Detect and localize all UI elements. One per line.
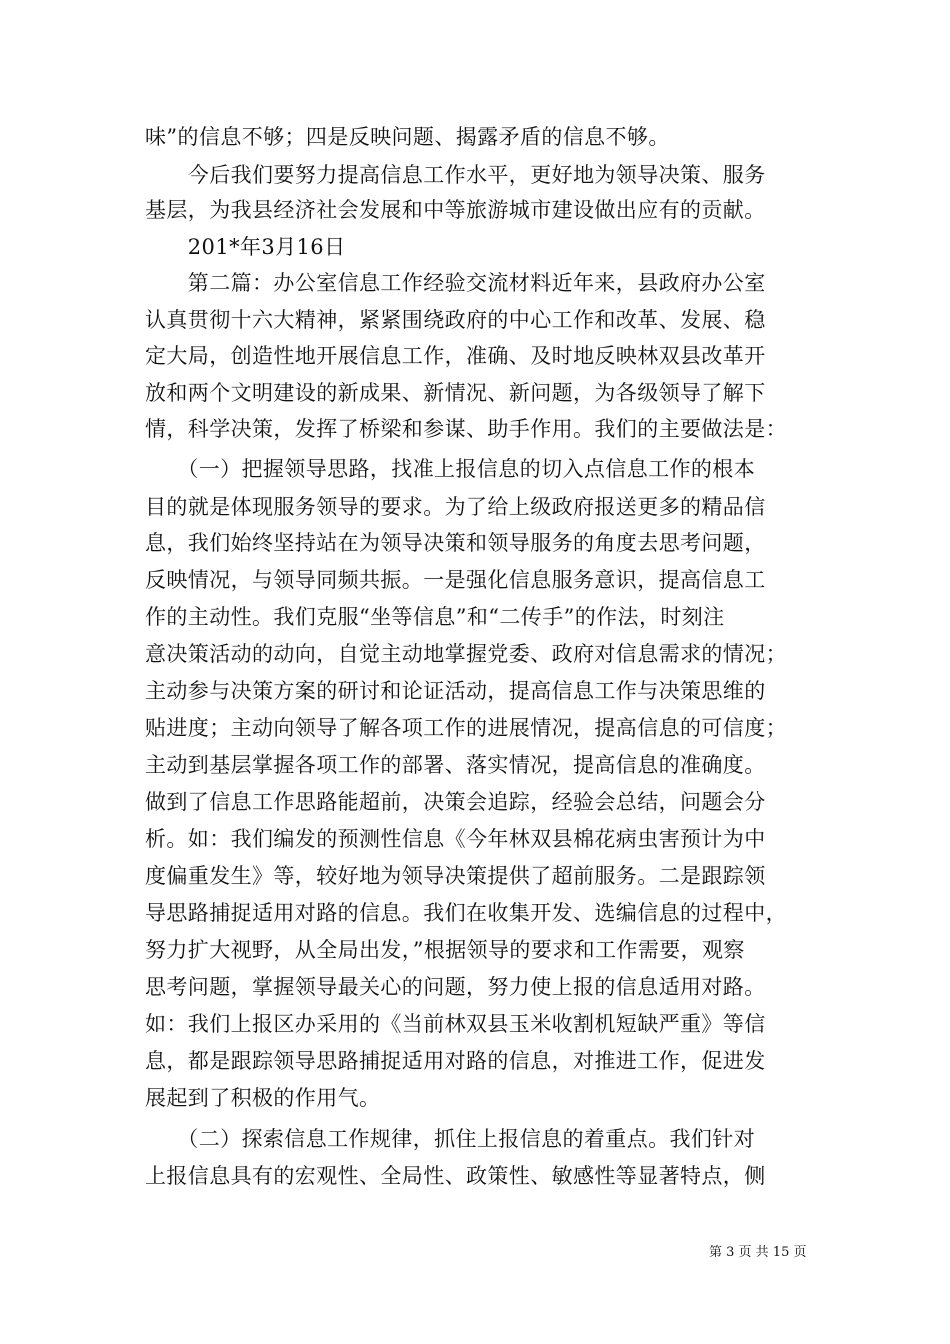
text-line: 做到了信息工作思路能超前，决策会追踪，经验会总结，问题会分 — [145, 790, 766, 814]
text-line: （一）把握领导思路，找准上报信息的切入点信息工作的根本 — [145, 457, 756, 481]
text-line: 情，科学决策，发挥了桥梁和参谋、助手作用。我们的主要做法是： — [145, 417, 787, 441]
page-number: 第 3 页 共 15 页 — [709, 1245, 807, 1260]
text-line: 味”的信息不够；四是反映问题、揭露矛盾的信息不够。 — [145, 125, 670, 149]
text-line: 上报信息具有的宏观性、全局性、政策性、敏感性等显著特点，侧 — [145, 1164, 766, 1188]
text-line: 今后我们要努力提高信息工作水平，更好地为领导决策、服务 — [145, 163, 766, 187]
text-line: 基层，为我县经济社会发展和中等旅游城市建设做出应有的贡献。 — [145, 198, 766, 222]
text-line: （二）探索信息工作规律，抓住上报信息的着重点。我们针对 — [145, 1127, 756, 1151]
text-line: 息，我们始终坚持站在为领导决策和领导服务的角度去思考问题， — [145, 531, 766, 555]
text-line: 认真贯彻十六大精神，紧紧围绕政府的中心工作和改革、发展、稳 — [145, 308, 766, 332]
text-line: 定大局，创造性地开展信息工作，准确、及时地反映林双县改革开 — [145, 344, 766, 368]
text-line: 如：我们上报区办采用的《当前林双县玉米收割机短缺严重》等信 — [145, 1012, 766, 1036]
text-line: 度偏重发生》等，较好地为领导决策提供了超前服务。二是跟踪领 — [145, 864, 766, 888]
text-line: 作的主动性。我们克服“坐等信息”和“二传手”的作法，时刻注 — [145, 605, 725, 629]
text-line: 息，都是跟踪领导思路捕捉适用对路的信息，对推进工作，促进发 — [145, 1049, 766, 1073]
text-line: 思考问题，掌握领导最关心的问题，努力使上报的信息适用对路。 — [145, 975, 766, 999]
text-line: 展起到了积极的作用气。 — [145, 1086, 381, 1110]
text-line: 201*年3月16日 — [145, 235, 346, 259]
text-line: 放和两个文明建设的新成果、新情况、新问题，为各级领导了解下 — [145, 381, 766, 405]
text-line: 析。如：我们编发的预测性信息《今年林双县棉花病虫害预计为中 — [145, 827, 766, 851]
text-line: 导思路捕捉适用对路的信息。我们在收集开发、选编信息的过程中， — [145, 901, 787, 925]
text-line: 目的就是体现服务领导的要求。为了给上级政府报送更多的精品信 — [145, 495, 766, 519]
text-line: 第二篇：办公室信息工作经验交流材料近年来，县政府办公室 — [145, 271, 766, 295]
text-line: 意决策活动的动向，自觉主动地掌握党委、政府对信息需求的情况； — [145, 642, 787, 666]
text-line: 反映情况，与领导同频共振。一是强化信息服务意识，提高信息工 — [145, 568, 766, 592]
text-line: 努力扩大视野，从全局出发，”根据领导的要求和工作需要，观察 — [145, 938, 745, 962]
text-line: 主动到基层掌握各项工作的部署、落实情况，提高信息的准确度。 — [145, 753, 766, 777]
text-line: 贴进度；主动向领导了解各项工作的进展情况，提高信息的可信度； — [145, 716, 787, 740]
text-line: 主动参与决策方案的研讨和论证活动，提高信息工作与决策思维的 — [145, 679, 766, 703]
